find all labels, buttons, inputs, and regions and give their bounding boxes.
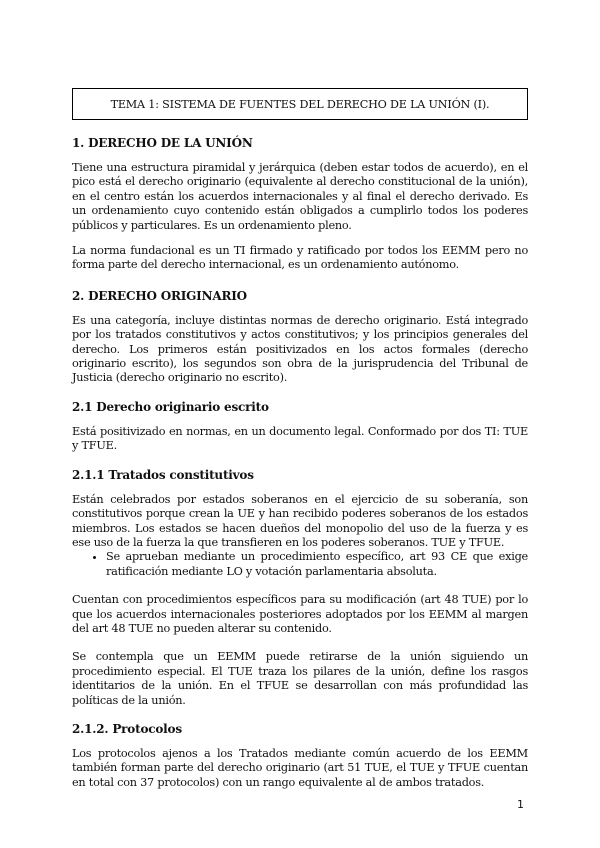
section-1-paragraph-2: La norma fundacional es un TI firmado y ratificado por todos los EEMM pero no forma parte del derecho internacional, es un ordenamiento autónomo. (72, 244, 528, 272)
section-2-1-1-heading: 2.1.1 Tratados constitutivos (72, 467, 254, 482)
section-2-1-1-paragraph-1: Están celebrados por estados soberanos en el ejercicio de su soberanía, son constitutivos porque crean la UE y han recibido poderes soberanos de los estados miembros. Los estados se hacen dueños del monopolio del uso de la fuerza y es ese uso de la fuerza la que transfieren en los poderes soberanos. TUE y TFUE. (72, 492, 528, 549)
list-item: • Se aprueban mediante un procedimiento específico, art 93 CE que exige ratificación mediante LO y votación parlamentaria absoluta. (106, 550, 528, 579)
section-2-1-paragraph-1: Está positivizado en normas, en un documento legal. Conformado por dos TI: TUE y TFUE. (72, 424, 528, 453)
document-title: TEMA 1: SISTEMA DE FUENTES DEL DERECHO DE LA UNIÓN (I). (110, 97, 490, 111)
section-2-1-1-paragraph-3: Se contempla que un EEMM puede retirarse de la unión siguiendo un procedimiento especial. El TUE traza los pilares de la unión, define los rasgos identitarios de la unión. En el TFUE se desarrollan con más profundidad las políticas de la unión. (72, 650, 528, 707)
section-2-1-heading: 2.1 Derecho originario escrito (72, 399, 269, 414)
section-2-1-2-paragraph-1: Los protocolos ajenos a los Tratados mediante común acuerdo de los EEMM también forman parte del derecho originario (art 51 TUE, el TUE y TFUE cuentan en total con 37 protocolos) con un rango equivalente al de ambos tratados. (72, 746, 528, 789)
section-1-paragraph-1: Tiene una estructura piramidal y jerárquica (deben estar todos de acuerdo), en el pico está el derecho originario (equivalente al derecho constitucional de la unión), en el centro están los acuerdos internacionales y al final el derecho derivado. Es un ordenamiento cuyo contenido están obligados a cumplirlo todos los poderes públicos y particulares. Es un ordenamiento pleno. (72, 161, 528, 232)
section-2-paragraph-1: Es una categoría, incluye distintas normas de derecho originario. Está integrado por los tratados constitutivos y actos constitutivos; y los principios generales del derecho. Los primeros están positivizados en los actos formales (derecho originario escrito), los segundos son obra de la jurisprudencia del Tribunal de Justicia (derecho originario no escrito). (72, 313, 528, 385)
section-2-1-1-paragraph-2: Cuentan con procedimientos específicos para su modificación (art 48 TUE) por lo que los acuerdos internacionales posteriores adoptados por los EEMM al margen del art 48 TUE no pueden alterar su contenido. (72, 593, 528, 635)
section-2-1-2-heading: 2.1.2. Protocolos (72, 721, 182, 736)
section-2-1-1-bullet-list (72, 550, 528, 579)
page-number: 1 (517, 798, 524, 811)
section-1-heading: 1. DERECHO DE LA UNIÓN (72, 136, 253, 150)
document-page (72, 88, 528, 790)
section-2-heading: 2. DERECHO ORIGINARIO (72, 288, 247, 303)
document-title-box (72, 88, 528, 120)
